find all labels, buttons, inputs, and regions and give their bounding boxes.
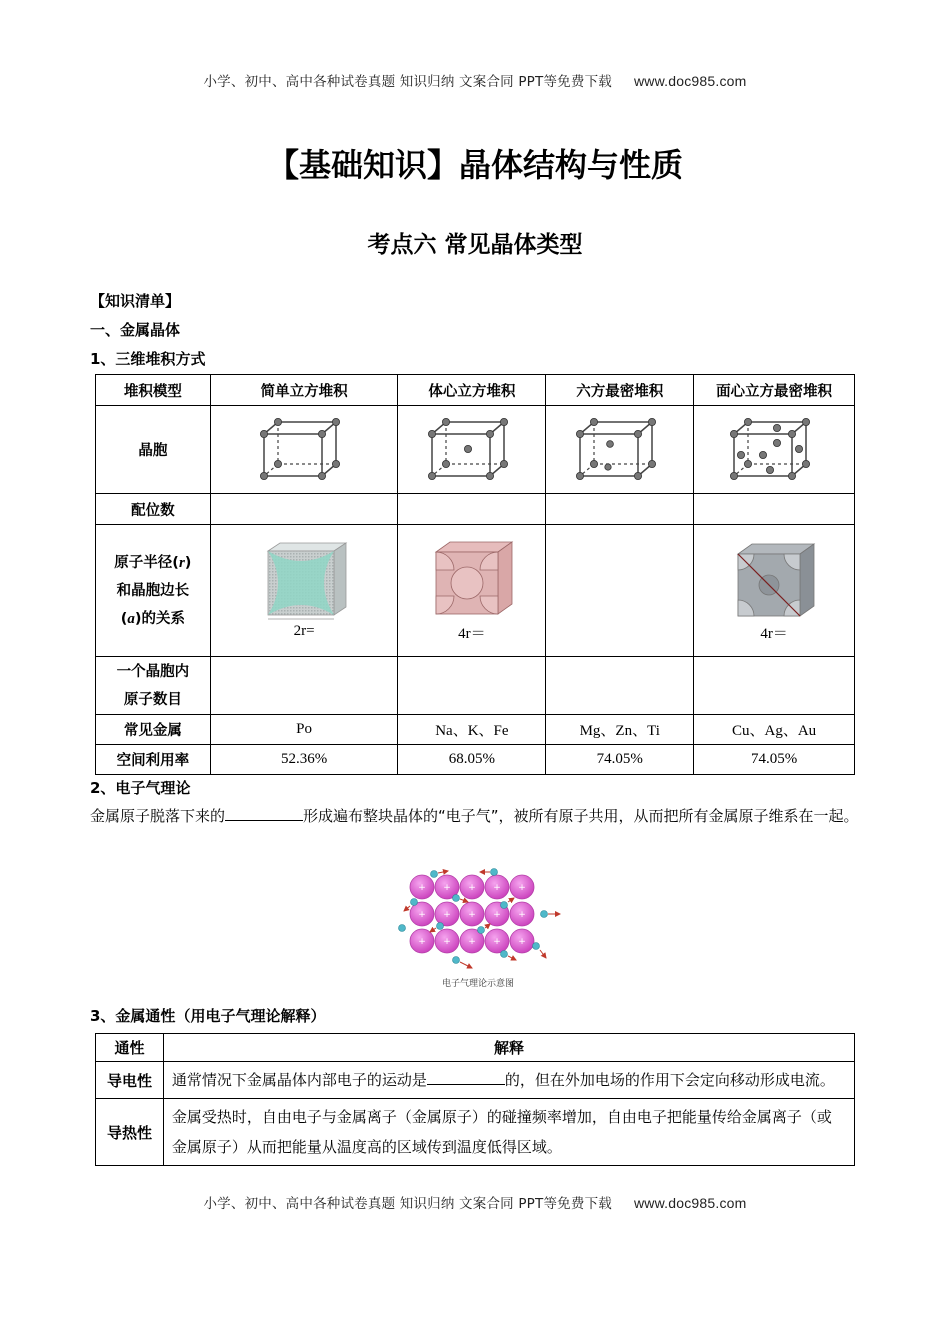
answer-cell	[210, 494, 398, 525]
property-explanation: 金属受热时，自由电子与金属离子（金属原子）的碰撞频率增加，自由电子把能量传给金属离子（或金属原子）从而把能量从温度高的区域传到温度低得区域。	[163, 1099, 854, 1166]
svg-text:+: +	[468, 910, 476, 920]
row-label-unit-cell: 晶胞	[96, 406, 211, 494]
row-label-radius-relation: 原子半径(r) 和晶胞边长 (a)的关系	[96, 525, 211, 657]
body-centered-packing-model	[398, 525, 546, 657]
metals-cell: Na、K、Fe	[398, 715, 546, 745]
answer-cell	[694, 494, 855, 525]
svg-text:+: +	[518, 883, 526, 893]
relation-caption: 2r=	[293, 623, 315, 639]
figure-caption: 电子气理论示意图	[442, 979, 515, 989]
utilization-cell: 52.36%	[210, 745, 398, 775]
subsection-metal-properties: 3、金属通性（用电子气理论解释）	[90, 1007, 326, 1025]
subsection-packing: 1、三维堆积方式	[90, 350, 206, 368]
hexagonal-cell-image	[546, 406, 694, 494]
footer-text: 小学、初中、高中各种试卷真题 知识归纳 文案合同 PPT等免费下载	[203, 1196, 612, 1212]
svg-text:+: +	[468, 883, 476, 893]
svg-text:+: +	[443, 910, 451, 920]
svg-text:+: +	[443, 937, 451, 947]
row-label-space-utilization: 空间利用率	[96, 745, 211, 775]
electron-gas-paragraph: 金属原子脱落下来的 形成遍布整块晶体的“电子气”，被所有原子共用，从而把所有金属原子维系在一起。	[90, 807, 859, 825]
svg-text:+: +	[493, 883, 501, 893]
svg-text:+: +	[493, 937, 501, 947]
face-centered-packing-model	[694, 525, 855, 657]
row-label-atom-count: 一个晶胞内 原子数目	[96, 657, 211, 715]
table-header-cell: 通性	[96, 1034, 164, 1062]
header-url[interactable]: www.doc985.com	[633, 73, 747, 89]
subsection-electron-gas: 2、电子气理论	[90, 779, 191, 797]
svg-text:+: +	[468, 937, 476, 947]
property-name: 导电性	[96, 1062, 164, 1099]
utilization-cell: 68.05%	[398, 745, 546, 775]
relation-caption: 4r＝	[760, 626, 788, 642]
table-header-cell: 面心立方最密堆积	[694, 375, 855, 406]
svg-text:+: +	[493, 910, 501, 920]
face-centered-cell-image	[694, 406, 855, 494]
relation-caption: 4r＝	[458, 626, 486, 642]
metals-cell: Mg、Zn、Ti	[546, 715, 694, 745]
packing-table	[95, 374, 855, 775]
svg-text:+: +	[418, 883, 426, 893]
simple-cubic-packing-model	[210, 525, 398, 657]
answer-cell	[210, 657, 398, 715]
table-header-cell: 六方最密堆积	[546, 375, 694, 406]
answer-cell	[398, 657, 546, 715]
utilization-cell: 74.05%	[694, 745, 855, 775]
hexagonal-packing-model	[546, 525, 694, 657]
table-header-cell: 堆积模型	[96, 375, 211, 406]
row-label-common-metals: 常见金属	[96, 715, 211, 745]
metals-cell: Po	[210, 715, 398, 745]
answer-cell	[694, 657, 855, 715]
answer-cell	[546, 494, 694, 525]
property-explanation: 通常情况下金属晶体内部电子的运动是 的，但在外加电场的作用下会定向移动形成电流。	[163, 1062, 854, 1099]
section-metal-crystal: 一、金属晶体	[90, 321, 181, 339]
svg-text:+: +	[418, 937, 426, 947]
svg-text:+: +	[518, 937, 526, 947]
utilization-cell: 74.05%	[546, 745, 694, 775]
table-header-cell: 体心立方堆积	[398, 375, 546, 406]
properties-table	[95, 1033, 855, 1166]
metals-cell: Cu、Ag、Au	[694, 715, 855, 745]
fill-in-blank[interactable]	[225, 806, 303, 821]
electron-gas-diagram	[390, 866, 565, 974]
body-centered-cell-image	[398, 406, 546, 494]
svg-text:+: +	[418, 910, 426, 920]
header-text: 小学、初中、高中各种试卷真题 知识归纳 文案合同 PPT等免费下载	[203, 74, 612, 90]
svg-text:+: +	[443, 883, 451, 893]
fill-in-blank[interactable]	[427, 1070, 505, 1085]
section-knowledge-list: 【知识清单】	[90, 292, 181, 310]
svg-text:+: +	[518, 910, 526, 920]
simple-cubic-cell-image	[210, 406, 398, 494]
page-subtitle: 考点六 常见晶体类型	[367, 232, 583, 258]
table-header-cell: 简单立方堆积	[210, 375, 398, 406]
table-header-cell: 解释	[163, 1034, 854, 1062]
answer-cell	[398, 494, 546, 525]
answer-cell	[546, 657, 694, 715]
page-header	[0, 70, 950, 90]
page-title: 【基础知识】晶体结构与性质	[266, 146, 683, 184]
property-name: 导热性	[96, 1099, 164, 1166]
footer-url[interactable]: www.doc985.com	[633, 1195, 747, 1211]
page-footer	[0, 1192, 950, 1212]
row-label-coordination: 配位数	[96, 494, 211, 525]
